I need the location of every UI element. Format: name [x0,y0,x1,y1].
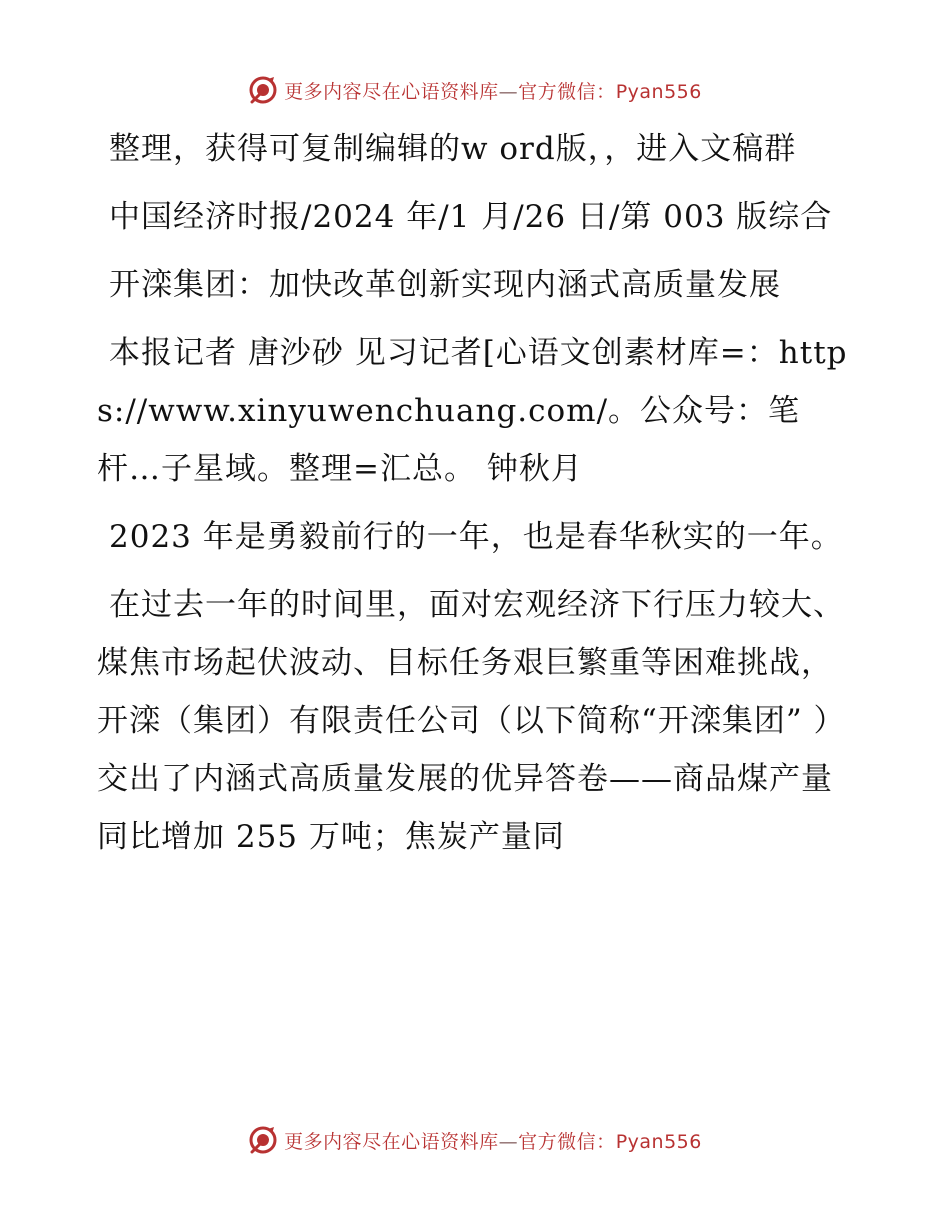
watermark-banner-top [0,70,950,110]
watermark-official: 官方微信： [518,1130,616,1153]
watermark-text [284,77,702,104]
paragraph-lead: 2023 年是勇毅前行的一年，也是春华秋实的一年。 [109,519,843,555]
watermark-official: 官方微信： [518,80,616,103]
quill-seal-icon [248,75,278,105]
watermark-banner-bottom [0,1120,950,1160]
watermark-sep: — [498,80,519,103]
watermark-text [284,1127,702,1154]
watermark-main: 更多内容尽在心语资料库 [284,80,499,103]
watermark-sep: — [498,1130,519,1153]
watermark-main: 更多内容尽在心语资料库 [284,1130,499,1153]
watermark-id: Pyan556 [615,80,702,103]
paragraph-note: 整理，获得可复制编辑的w ord版，，进入文稿群 [109,131,797,167]
paragraph-body: 在过去一年的时间里，面对宏观经济下行压力较大、煤焦市场起伏波动、目标任务艰巨繁重等困难挑战，开滦（集团）有限责任公司（以下简称“开滦集团” ）交出了内涵式高质量发展的优异答卷——商品煤产量同比增加 255 万吨；焦炭产量同 [97,587,846,855]
document-body [97,120,857,876]
quill-seal-icon [248,1125,278,1155]
paragraph-source: 中国经济时报/2024 年/1 月/26 日/第 003 版综合 [109,199,833,235]
watermark-id: Pyan556 [615,1130,702,1153]
article-title: 开滦集团：加快改革创新实现内涵式高质量发展 [109,267,781,303]
paragraph-byline: 本报记者 唐沙砂 见习记者[心语文创素材库=：https://www.xinyuwenchuang.com/。公众号：笔杆…子星域。整理=汇总。 钟秋月 [97,335,848,487]
